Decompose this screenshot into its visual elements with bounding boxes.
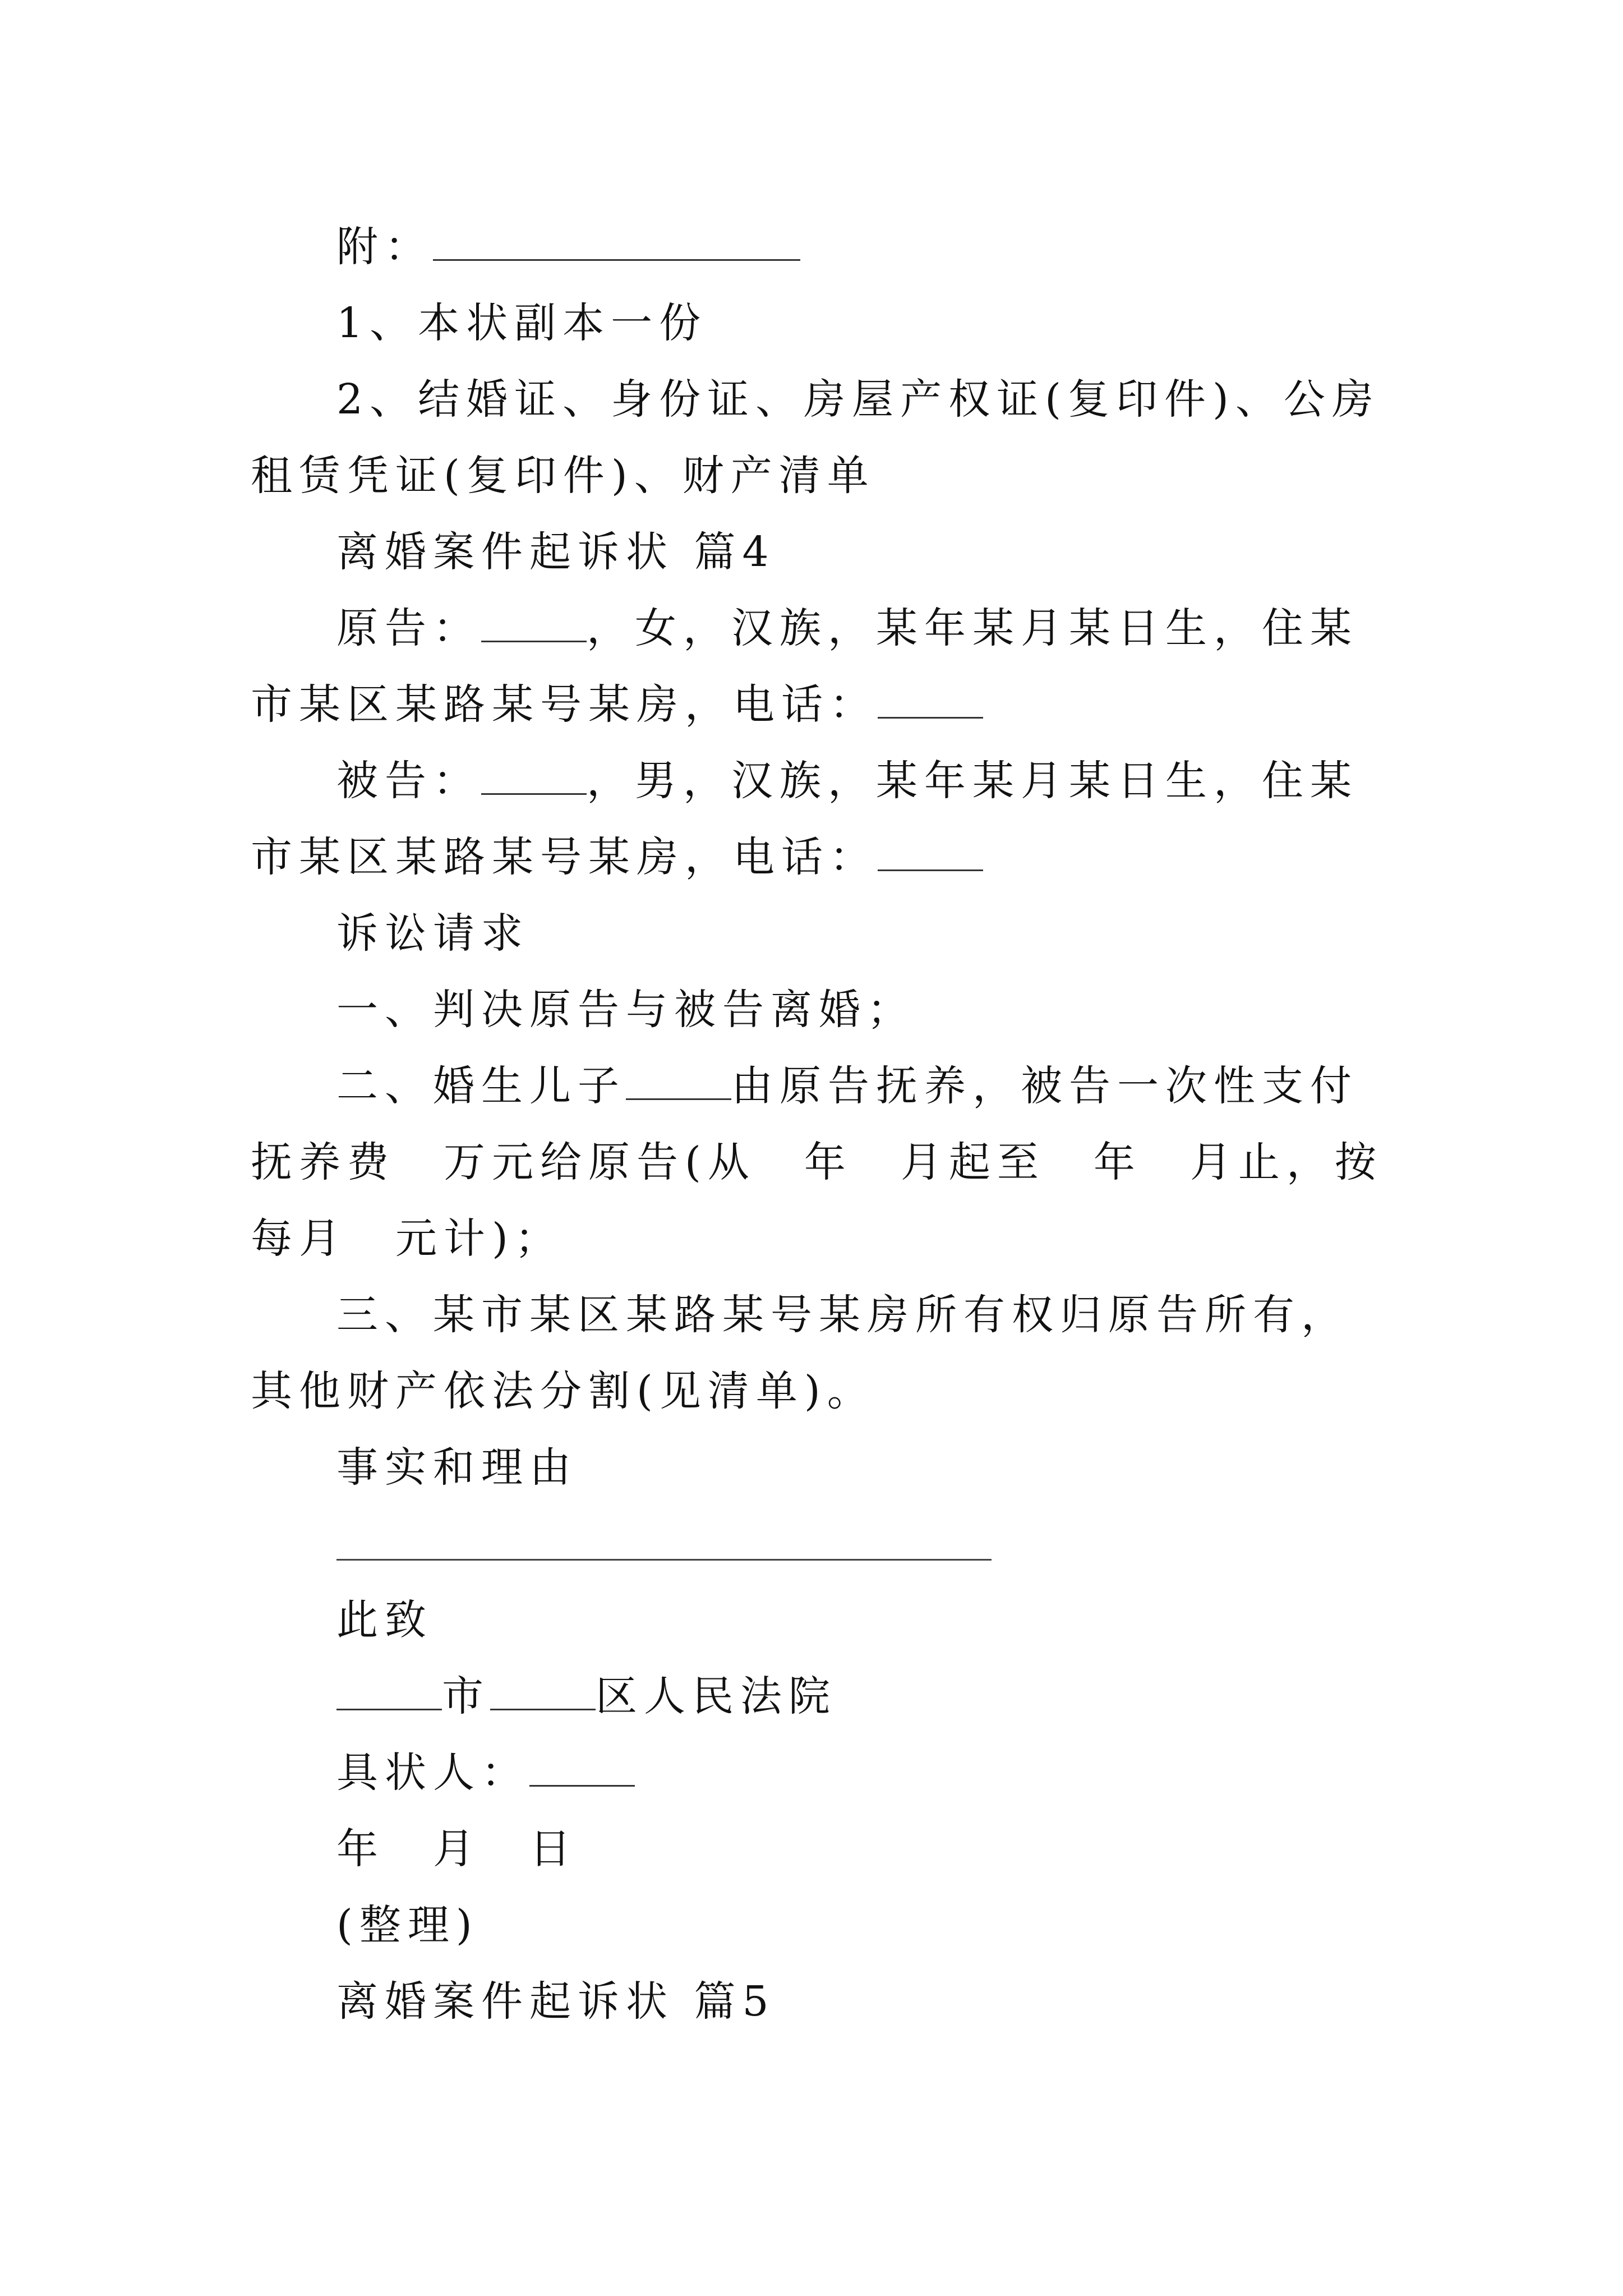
defendant-name-blank (481, 757, 587, 795)
signer-label: 具状人： (336, 1749, 529, 1797)
attachment-blank (433, 223, 800, 261)
signer-blank (529, 1749, 635, 1787)
defendant-details: ，男，汉族，某年某月某日生，住某市某区某路某号某房，电话： (251, 757, 1358, 881)
facts-heading: 事实和理由 (336, 1443, 578, 1492)
section-heading-5: 离婚案件起诉状 篇5 (336, 1977, 776, 2026)
court-name: 区人民法院 (596, 1672, 837, 1720)
document-body (251, 209, 1384, 2040)
claim-2-start: 二、婚生儿子 (336, 1062, 626, 1110)
section-heading-4: 离婚案件起诉状 篇4 (336, 528, 776, 576)
claim-2-rest: 由原告抚养，被告一次性支付抚养费 万元给原告(从 年 月起至 年 月止，按每月 元计)； (251, 1062, 1383, 1263)
court-line (251, 1658, 1384, 1734)
plaintiff-paragraph (251, 590, 1384, 743)
attachment-item-1: 1、本状副本一份 (336, 299, 708, 347)
son-name-blank (626, 1062, 731, 1100)
claim-3: 三、某市某区某路某号某房所有权归原告所有，其他财产依法分割(见清单)。 (251, 1291, 1349, 1415)
defendant-paragraph (251, 743, 1384, 895)
court-city-label: 市 (442, 1672, 490, 1720)
plaintiff-details: ，女，汉族，某年某月某日生，住某市某区某路某号某房，电话： (251, 604, 1358, 729)
note-line: (整理) (336, 1901, 479, 1949)
claims-heading: 诉讼请求 (336, 909, 529, 958)
attachment-item-2: 2、结婚证、身份证、房屋产权证(复印件)、公房租赁凭证(复印件)、财产清单 (251, 375, 1380, 500)
court-city-blank (336, 1673, 442, 1710)
attachment-line (251, 209, 1384, 285)
plaintiff-name-blank (481, 605, 587, 642)
date-line: 年 月 日 (336, 1825, 578, 1873)
court-district-blank (490, 1673, 596, 1710)
signer-line (251, 1734, 1384, 1811)
claim-2 (251, 1048, 1384, 1277)
defendant-phone-blank (878, 834, 983, 871)
attachment-label: 附： (336, 223, 433, 271)
defendant-label: 被告： (336, 757, 481, 805)
plaintiff-phone-blank (878, 681, 983, 719)
salutation: 此致 (336, 1596, 433, 1644)
facts-rule-line (336, 1559, 992, 1561)
facts-blank-line-row (251, 1506, 1384, 1582)
claim-1: 一、判决原告与被告离婚； (336, 986, 915, 1034)
plaintiff-label: 原告： (336, 604, 481, 652)
